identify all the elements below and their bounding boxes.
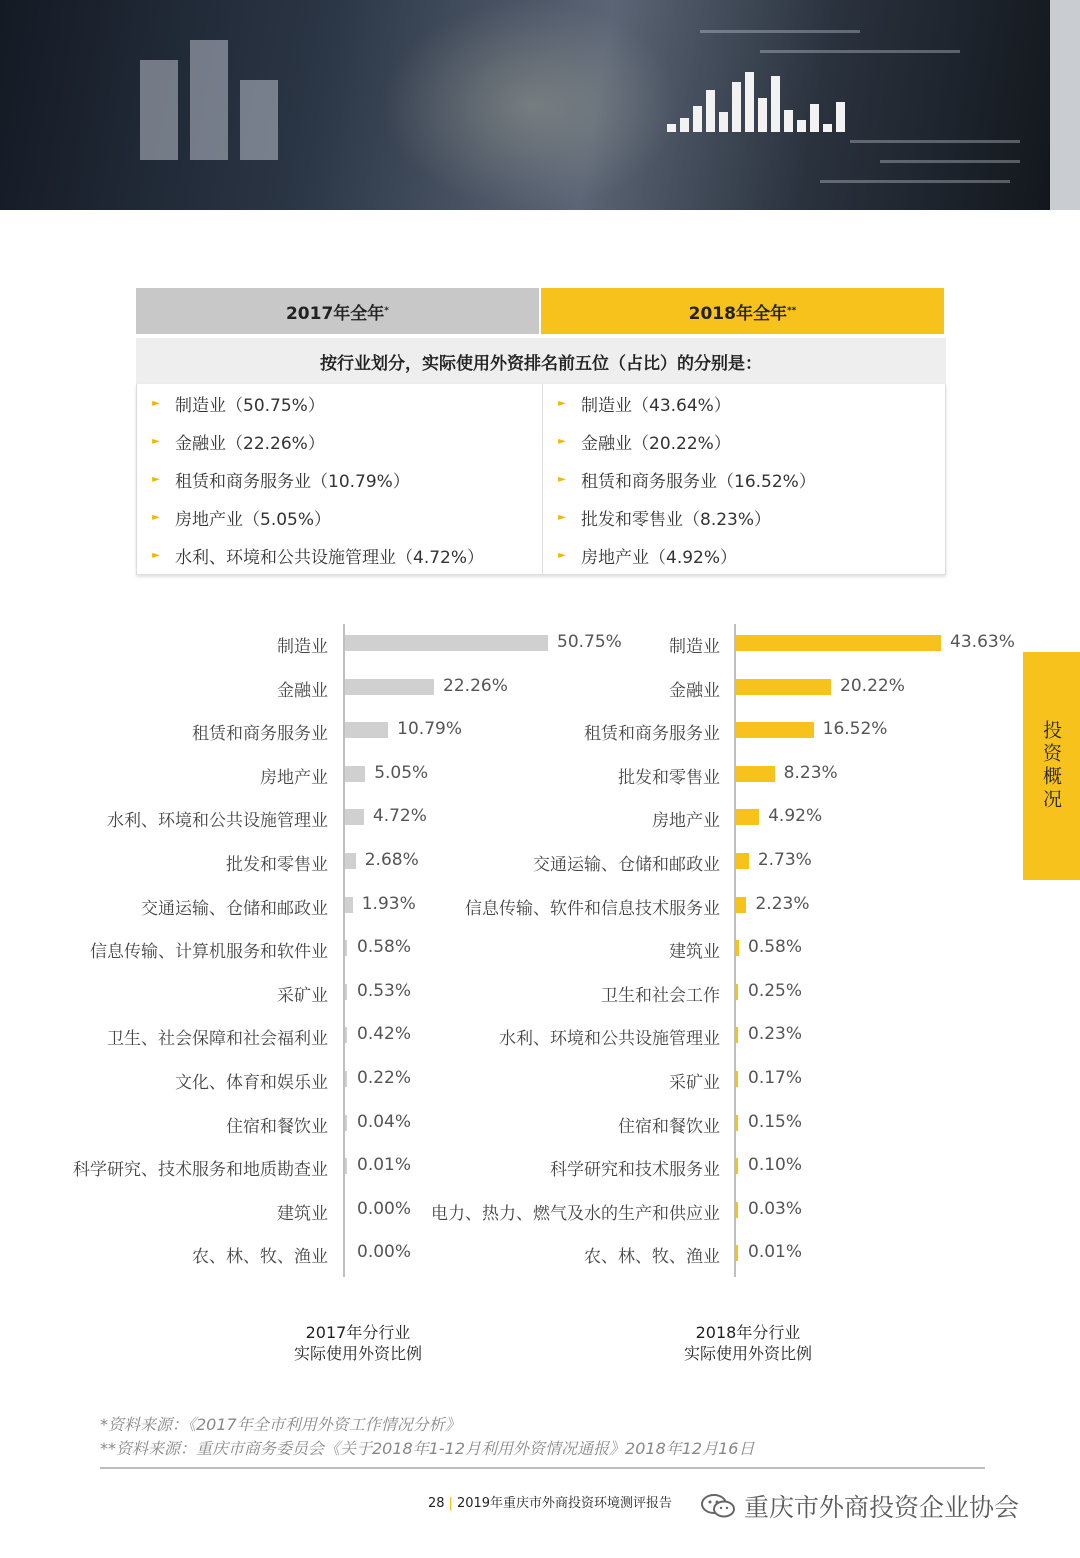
source-note-2018: **资料来源：重庆市商务委员会《关于2018年1-12月利用外资情况通报》2018年12月16日 — [100, 1439, 755, 1458]
list-item-text: 批发和零售业（8.23%） — [581, 509, 772, 530]
chart-2017-category-label: 金融业 — [277, 680, 328, 701]
chart-2017-category-label: 交通运输、仓储和邮政业 — [141, 898, 328, 919]
chart-2017-value-label: 50.75% — [557, 632, 622, 652]
chart-2018-value-label: 2.73% — [757, 850, 812, 870]
page-footer — [428, 1492, 672, 1511]
chart-2017-title — [258, 1322, 458, 1364]
chart-2017-value-label: 10.79% — [397, 719, 462, 740]
chart-2017-bar — [345, 853, 356, 869]
list-item-text: 租赁和商务服务业（10.79%） — [175, 471, 410, 492]
bullet-triangle-icon: ► — [152, 397, 160, 409]
hero-code-line — [700, 30, 860, 33]
chart-2017-value-label: 2.68% — [364, 850, 419, 870]
chart-2018-category-label: 交通运输、仓储和邮政业 — [533, 855, 720, 875]
chart-2018-bar — [736, 1027, 738, 1043]
chart-2018-bar — [736, 1115, 738, 1131]
chart-2018-title — [648, 1322, 848, 1364]
bullet-triangle-icon: ► — [152, 473, 160, 485]
chart-2017-value-label: 0.58% — [357, 937, 412, 958]
watermark — [700, 1488, 1019, 1524]
bullet-triangle-icon: ► — [558, 511, 566, 523]
hero-bar-left-3 — [240, 80, 278, 160]
chart-2017-bar — [345, 635, 548, 651]
chart-2018-bar — [736, 940, 739, 956]
chart-2018-category-label: 卫生和社会工作 — [601, 985, 720, 1006]
chart-2018-category-label: 科学研究和技术服务业 — [550, 1160, 720, 1181]
chart-2017-category-label: 房地产业 — [260, 767, 328, 788]
hero-bar-11 — [797, 120, 806, 132]
chart-2017-bar — [345, 679, 434, 695]
bullet-triangle-icon: ► — [152, 435, 160, 447]
chart-2017-category-label: 信息传输、计算机服务和软件业 — [90, 942, 328, 963]
header-2018-label: 2018年全年 — [688, 303, 787, 324]
hero-bar-12 — [810, 104, 819, 132]
chart-2018-bar — [736, 1202, 738, 1218]
chart-2018-value-label: 0.23% — [748, 1024, 803, 1045]
list-item — [137, 384, 540, 422]
chart-2018-category-label: 房地产业 — [652, 811, 720, 832]
chart-2018-value-label: 0.01% — [748, 1242, 803, 1263]
chart-2018-category-label: 水利、环境和公共设施管理业 — [499, 1029, 720, 1050]
list-item — [137, 422, 540, 460]
chart-2018-category-label: 建筑业 — [669, 942, 720, 963]
footer-divider — [100, 1467, 985, 1469]
list-item-text: 制造业（50.75%） — [175, 395, 325, 416]
hero-bar-10 — [784, 110, 793, 132]
list-item-text: 金融业（20.22%） — [581, 433, 731, 454]
chart-2018-bar — [736, 1071, 738, 1087]
chart-2018-title-line1: 2018年分行业 — [695, 1323, 801, 1342]
chart-2017-bar — [345, 940, 347, 956]
hero-bar-left-2 — [190, 40, 228, 160]
chart-2018-title-line2: 实际使用外资比例 — [683, 1344, 812, 1363]
chart-2017-category-label: 住宿和餐饮业 — [226, 1116, 328, 1137]
chart-2017-category-label: 制造业 — [277, 637, 328, 657]
bullet-triangle-icon: ► — [558, 473, 566, 485]
chart-2018-value-label: 16.52% — [822, 719, 888, 740]
chart-2017-category-label: 文化、体育和娱乐业 — [175, 1073, 328, 1093]
table-subheader: 按行业划分，实际使用外资排名前五位（占比）的分别是： — [136, 338, 946, 384]
chart-2018-category-label: 租赁和商务服务业 — [584, 724, 720, 745]
chart-2017-category-label: 水利、环境和公共设施管理业 — [107, 811, 328, 832]
hero-glow — [380, 0, 680, 210]
chart-2017-value-label: 0.00% — [357, 1242, 412, 1263]
chart-2017-value-label: 22.26% — [443, 675, 508, 696]
hero-bar-1 — [667, 124, 676, 132]
hero-code-line — [880, 160, 1020, 163]
hero-bar-8 — [758, 98, 767, 132]
chart-2017-bar — [345, 722, 388, 738]
hero-code-line — [760, 50, 960, 53]
bullet-triangle-icon: ► — [558, 397, 566, 409]
list-item — [137, 536, 540, 574]
chart-2018-value-label: 0.10% — [748, 1155, 803, 1176]
hero-bar-14 — [836, 102, 845, 132]
chart-2017-value-label: 0.00% — [357, 1198, 412, 1219]
hero-bar-9 — [771, 76, 780, 132]
chart-2018-value-label: 0.58% — [748, 937, 803, 958]
source-note-2017: *资料来源：《2017年全市利用外资工作情况分析》 — [100, 1415, 461, 1434]
chart-2018-bar — [736, 984, 738, 1000]
chart-2018-bar — [736, 1245, 738, 1261]
chart-2017-category-label: 农、林、牧、渔业 — [192, 1247, 328, 1268]
hero-bar-3 — [693, 106, 702, 132]
hero-right-strip — [1050, 0, 1080, 210]
list-item-text: 房地产业（4.92%） — [581, 547, 738, 568]
chart-2018-category-label: 信息传输、软件和信息技术服务业 — [465, 898, 720, 919]
chart-2018-category-label: 制造业 — [669, 637, 720, 657]
hero-code-line — [850, 140, 1020, 143]
wechat-icon — [700, 1493, 736, 1519]
chart-2017-bar — [345, 1027, 347, 1043]
chart-2018-bar — [736, 635, 941, 651]
chart-2018-value-label: 8.23% — [783, 762, 838, 783]
list-item-text: 水利、环境和公共设施管理业（4.72%） — [175, 547, 485, 568]
chart-2017-value-label: 5.05% — [374, 762, 429, 783]
chart-2017-category-label: 卫生、社会保障和社会福利业 — [107, 1029, 328, 1050]
chart-2018-bar — [736, 766, 775, 782]
chart-2017-value-label: 0.42% — [357, 1024, 412, 1045]
chart-2017-category-label: 批发和零售业 — [226, 855, 328, 875]
hero-bar-left-1 — [140, 60, 178, 160]
section-side-tab — [1023, 652, 1080, 880]
chart-2018-bar — [736, 809, 759, 825]
bullet-triangle-icon: ► — [558, 435, 566, 447]
chart-2018-category-label: 农、林、牧、渔业 — [584, 1247, 720, 1268]
hero-bar-7 — [745, 72, 754, 132]
chart-2018-value-label: 0.15% — [748, 1111, 803, 1132]
footer-separator: | — [448, 1496, 453, 1511]
bullet-triangle-icon: ► — [152, 549, 160, 561]
chart-2017-value-label: 1.93% — [361, 893, 416, 914]
list-item — [543, 536, 946, 574]
list-item-text: 房地产业（5.05%） — [175, 509, 332, 530]
chart-2018-bar — [736, 722, 814, 738]
hero-bar-4 — [706, 90, 715, 132]
list-item — [137, 498, 540, 536]
chart-2017-bar — [345, 766, 365, 782]
chart-2018-value-label: 0.03% — [748, 1198, 803, 1219]
chart-2018-bar — [736, 1158, 738, 1174]
list-2017 — [137, 384, 540, 574]
chart-2017-bar — [345, 809, 364, 825]
list-item — [543, 384, 946, 422]
list-item-text: 租赁和商务服务业（16.52%） — [581, 471, 816, 492]
chart-2017-category-label: 建筑业 — [277, 1203, 328, 1224]
list-item — [543, 422, 946, 460]
chart-2017-bar — [345, 1115, 347, 1131]
chart-2018-category-label: 金融业 — [669, 680, 720, 701]
chart-2018-category-label: 住宿和餐饮业 — [618, 1116, 720, 1137]
chart-2018-value-label: 4.92% — [768, 806, 823, 827]
chart-2017-bar — [345, 1071, 347, 1087]
chart-2018-value-label: 0.17% — [748, 1068, 803, 1088]
table-body — [136, 384, 946, 575]
chart-2018-value-label: 2.23% — [755, 893, 810, 914]
chart-2018-value-label: 20.22% — [840, 675, 905, 696]
chart-2017-bar — [345, 984, 347, 1000]
chart-2018-value-label: 43.63% — [950, 632, 1015, 652]
hero-bar-6 — [732, 82, 741, 132]
chart-2017-value-label: 0.04% — [357, 1111, 412, 1132]
chart-2017-bar — [345, 1158, 347, 1174]
chart-2018-bar — [736, 897, 746, 913]
industry-bar-charts — [0, 620, 1080, 1300]
chart-2018-bar — [736, 853, 749, 869]
chart-2017-value-label: 0.01% — [357, 1155, 412, 1176]
chart-2018-category-label: 批发和零售业 — [618, 767, 720, 788]
header-2017-label: 2017年全年 — [285, 303, 385, 324]
chart-2017-title-line1: 2017年分行业 — [305, 1323, 411, 1342]
chart-2017-value-label: 0.53% — [357, 980, 412, 1001]
bullet-triangle-icon: ► — [558, 549, 566, 561]
page-number: 28 — [428, 1496, 445, 1511]
list-item — [543, 460, 946, 498]
header-2018-mark: ** — [786, 306, 797, 316]
hero-code-line — [820, 180, 1010, 183]
hero-bar-2 — [680, 118, 689, 132]
chart-2017-category-label: 采矿业 — [277, 985, 328, 1006]
watermark-text: 重庆市外商投资企业协会 — [744, 1493, 1020, 1522]
chart-2018-category-label: 采矿业 — [669, 1073, 720, 1093]
header-2017 — [136, 288, 539, 334]
bullet-triangle-icon: ► — [152, 511, 160, 523]
report-title: 2019年重庆市外商投资环境测评报告 — [456, 1496, 673, 1511]
chart-2017-category-label: 科学研究、技术服务和地质勘查业 — [73, 1160, 328, 1181]
chart-2018-category-label: 电力、热力、燃气及水的生产和供应业 — [431, 1203, 720, 1224]
list-item — [137, 460, 540, 498]
chart-2017-category-label: 租赁和商务服务业 — [192, 724, 328, 745]
chart-2018-bar — [736, 679, 831, 695]
header-2017-mark: * — [384, 306, 390, 316]
chart-2017-value-label: 4.72% — [372, 806, 427, 827]
header-2018 — [541, 288, 944, 334]
hero-bar-13 — [823, 124, 832, 132]
section-side-tab-label: 投资概况 — [1040, 720, 1062, 812]
hero-image — [0, 0, 1080, 210]
list-item-text: 制造业（43.64%） — [581, 395, 731, 416]
list-2018 — [542, 384, 946, 574]
chart-2018-value-label: 0.25% — [748, 980, 803, 1001]
list-item — [543, 498, 946, 536]
hero-bar-5 — [719, 112, 728, 132]
chart-2017-title-line2: 实际使用外资比例 — [293, 1344, 422, 1363]
list-item-text: 金融业（22.26%） — [175, 433, 325, 454]
chart-2017-value-label: 0.22% — [357, 1068, 412, 1088]
chart-2017-bar — [345, 897, 353, 913]
